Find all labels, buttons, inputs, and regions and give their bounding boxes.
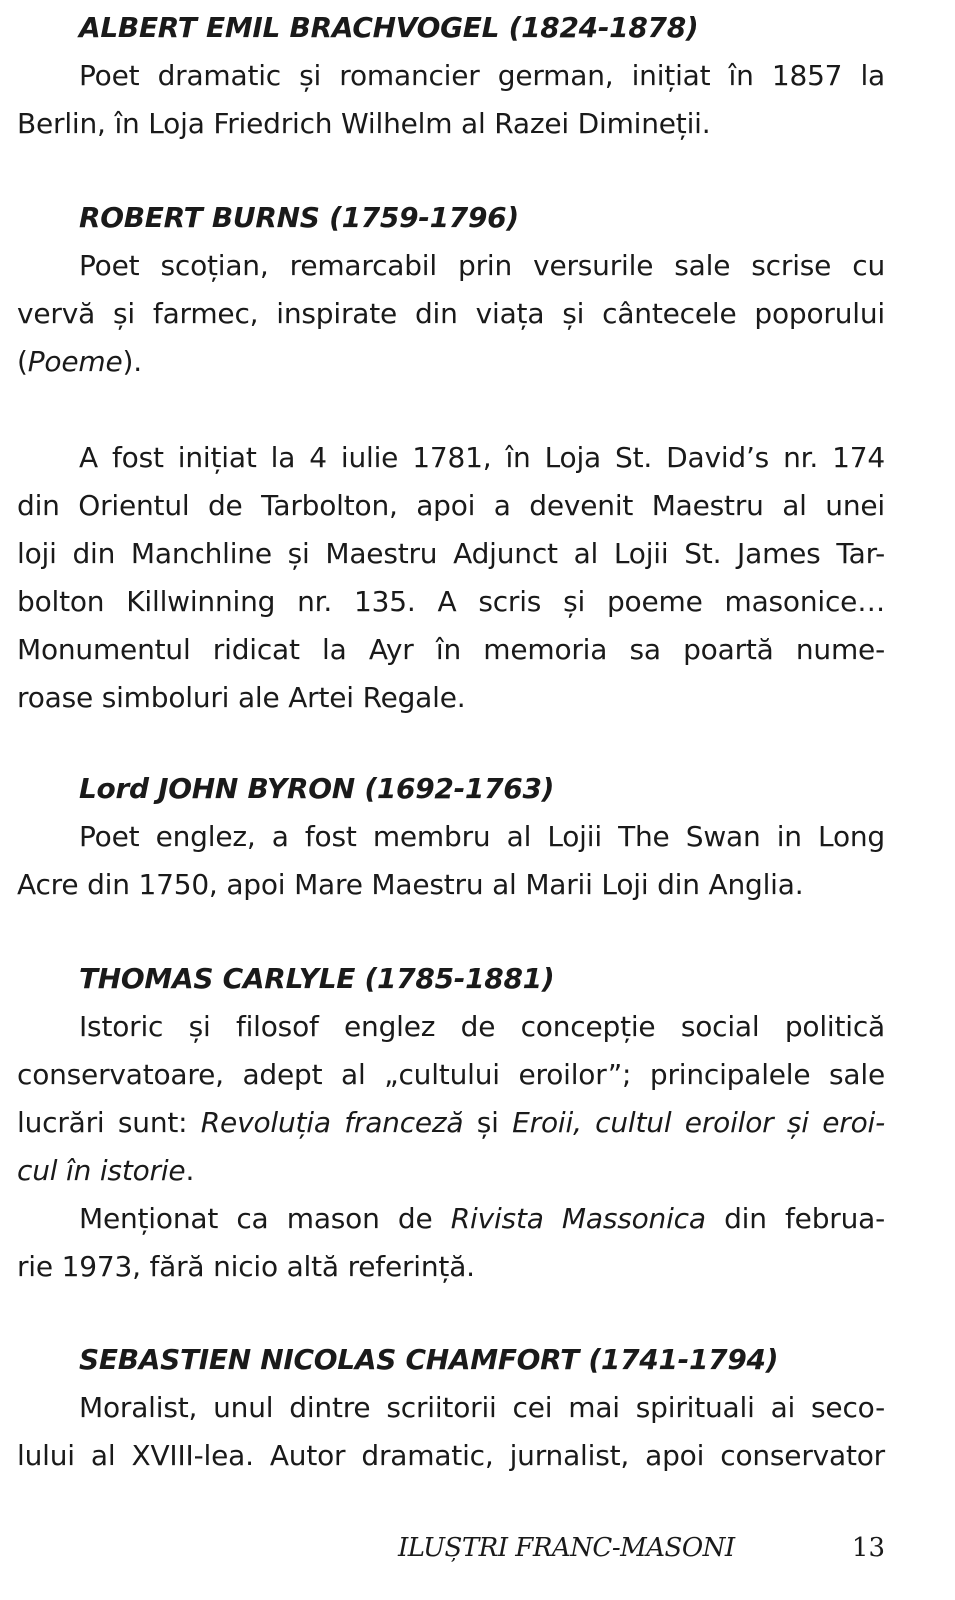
entry-brachvogel xyxy=(17,4,885,148)
entry-paragraph xyxy=(17,1384,885,1480)
entry-heading: Lord JOHN BYRON (1692-1763) xyxy=(79,772,555,805)
entry-paragraph xyxy=(17,1195,885,1291)
entry-paragraph xyxy=(17,434,885,722)
entry-paragraph xyxy=(17,52,885,148)
text-line: A fost inițiat la 4 iulie 1781, în Loja St. David’s nr. 174 xyxy=(79,441,885,474)
text-line: Moralist, unul dintre scriitorii cei mai spirituali ai seco- xyxy=(79,1391,885,1424)
text-line: roase simboluri ale Artei Regale. xyxy=(17,681,466,714)
page-footer xyxy=(398,1528,885,1568)
entry-paragraph xyxy=(17,242,885,386)
text-line: lului al XVIII-lea. Autor dramatic, jurnalist, apoi conservator xyxy=(17,1439,885,1472)
text-line: Menționat ca mason de Rivista Massonica din februa- xyxy=(79,1202,886,1235)
entry-byron xyxy=(17,765,885,909)
text-line: lucrări sunt: Revoluția franceză și Eroii, cultul eroilor și eroi- xyxy=(17,1106,886,1139)
text-line: Poet dramatic și romancier german, inițiat în 1857 la xyxy=(79,59,885,92)
italic-title: cul în istorie xyxy=(17,1154,186,1187)
text-line: din Orientul de Tarbolton, apoi a devenit Maestru al unei xyxy=(17,489,885,522)
text-line: rie 1973, fără nicio altă referință. xyxy=(17,1250,475,1283)
text-line: cul în istorie. xyxy=(17,1154,195,1187)
text-line: Monumentul ridicat la Ayr în memoria sa poartă nume- xyxy=(17,633,885,666)
text-line: conservatoare, adept al „cultului eroilor”; principalele sale xyxy=(17,1058,885,1091)
text-line: (Poeme). xyxy=(17,345,142,378)
entry-heading: ROBERT BURNS (1759-1796) xyxy=(79,201,519,234)
text-line: Acre din 1750, apoi Mare Maestru al Marii Loji din Anglia. xyxy=(17,868,804,901)
entry-heading: SEBASTIEN NICOLAS CHAMFORT (1741-1794) xyxy=(79,1343,779,1376)
text-line: Berlin, în Loja Friedrich Wilhelm al Razei Dimineții. xyxy=(17,107,711,140)
entry-heading: ALBERT EMIL BRACHVOGEL (1824-1878) xyxy=(79,11,699,44)
page-number: 13 xyxy=(851,1533,885,1563)
text-line: vervă și farmec, inspirate din viața și cântecele poporului xyxy=(17,297,885,330)
entry-burns xyxy=(17,194,885,722)
entry-heading: THOMAS CARLYLE (1785-1881) xyxy=(79,962,555,995)
entry-paragraph xyxy=(17,1003,885,1195)
text-line: Poet scoțian, remarcabil prin versurile sale scrise cu xyxy=(79,249,885,282)
italic-title: Poeme xyxy=(27,345,123,378)
entry-chamfort xyxy=(17,1336,885,1480)
entry-paragraph xyxy=(17,813,885,909)
running-title: ILUȘTRI FRANC-MASONI xyxy=(398,1533,735,1563)
text-line: Istoric și filosof englez de concepție social politică xyxy=(79,1010,885,1043)
italic-title: Eroii, cultul eroilor și eroi- xyxy=(512,1106,886,1139)
text-line: bolton Killwinning nr. 135. A scris și poeme masonice… xyxy=(17,585,885,618)
entry-carlyle xyxy=(17,955,885,1291)
italic-title: Rivista Massonica xyxy=(450,1202,706,1235)
text-line: Poet englez, a fost membru al Lojii The Swan in Long xyxy=(79,820,885,853)
italic-title: Revoluția franceză xyxy=(200,1106,464,1139)
text-line: loji din Manchline și Maestru Adjunct al Lojii St. James Tar- xyxy=(17,537,885,570)
